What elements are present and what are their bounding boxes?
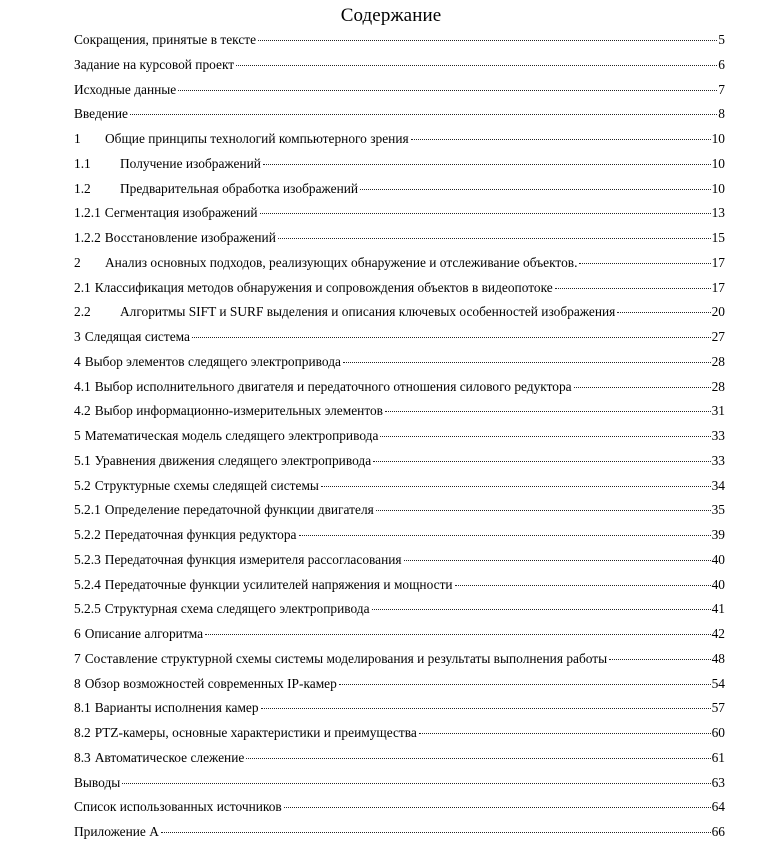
- toc-entry-number: 3: [74, 329, 81, 344]
- toc-entry-number: 1.2.1: [74, 205, 101, 221]
- dot-leader: [372, 599, 711, 613]
- toc-entry-page-number: 10: [711, 180, 725, 196]
- toc-entry-title: Определение передаточной функции двигателя: [104, 502, 374, 518]
- toc-entry-number: 1.2: [74, 180, 91, 196]
- dot-leader: [579, 253, 710, 267]
- toc-entry-page-number: 28: [711, 353, 725, 369]
- toc-entry[interactable]: [74, 773, 725, 798]
- toc-entry-number: 4.1: [74, 378, 91, 394]
- toc-entry-number: 5.2.4: [74, 576, 101, 592]
- toc-entry-number: 5.2.3: [74, 551, 101, 567]
- toc-entry-number: 7: [74, 650, 81, 666]
- toc-entry-page-number: 6: [718, 56, 725, 72]
- dot-leader: [260, 203, 711, 217]
- toc-entry[interactable]: [74, 500, 725, 525]
- toc-entry-page-number: 28: [711, 378, 725, 394]
- dot-leader: [574, 377, 711, 391]
- toc-entry-page-number: 10: [711, 155, 725, 171]
- toc-entry-page-number: 57: [711, 700, 725, 716]
- dot-leader: [455, 575, 711, 589]
- toc-entry[interactable]: [74, 129, 725, 154]
- toc-entry[interactable]: [74, 599, 725, 624]
- toc-entry-title: Список использованных источников: [74, 799, 282, 815]
- toc-entry[interactable]: [74, 104, 725, 129]
- toc-entry[interactable]: [74, 649, 725, 674]
- toc-entry-number: 2.1: [74, 279, 91, 295]
- toc-entry-title: Введение: [74, 106, 128, 122]
- toc-entry-number: 5.2.2: [74, 527, 101, 542]
- toc-entry-title: Получение изображений: [120, 155, 261, 171]
- toc-entry-page-number: 33: [711, 452, 725, 468]
- toc-entry-page-number: 42: [711, 626, 725, 641]
- toc-entry-title: Передаточная функция измерителя рассогласования: [104, 551, 402, 567]
- toc-entry-number: 5.2: [74, 477, 91, 493]
- toc-entry-number: 1.2.2: [74, 230, 101, 245]
- toc-entry-number: 2.2: [74, 304, 91, 320]
- dot-leader: [385, 401, 711, 415]
- toc-entry-title: Восстановление изображений: [104, 230, 276, 245]
- dot-leader: [617, 302, 710, 316]
- dot-leader: [555, 278, 711, 292]
- toc-entry[interactable]: [74, 377, 725, 402]
- toc-entry-number: 2: [74, 254, 81, 270]
- toc-entry[interactable]: [74, 525, 725, 550]
- toc-entry-page-number: 20: [711, 304, 725, 320]
- dot-leader: [419, 723, 711, 737]
- toc-entry-page-number: 60: [711, 725, 725, 740]
- dot-leader: [343, 352, 711, 366]
- toc-entry-title: Приложение А: [74, 824, 159, 839]
- toc-entry-title: Предварительная обработка изображений: [120, 180, 359, 196]
- toc-entry-page-number: 5: [718, 32, 725, 47]
- dot-leader: [373, 451, 710, 465]
- dot-leader: [299, 525, 711, 539]
- toc-entry[interactable]: [74, 674, 725, 699]
- toc-entry-title: Структурные схемы следящей системы: [94, 477, 319, 493]
- toc-entry[interactable]: [74, 253, 725, 278]
- toc-entry-page-number: 63: [711, 774, 725, 790]
- toc-entry-number: 5: [74, 428, 81, 443]
- toc-entry-title: Общие принципы технологий компьютерного зрения: [105, 131, 409, 146]
- dot-leader: [246, 748, 710, 762]
- toc-entry-page-number: 54: [711, 675, 725, 691]
- toc-entry[interactable]: [74, 327, 725, 352]
- toc-entry[interactable]: [74, 55, 725, 80]
- toc-entry-title: Выводы: [74, 774, 121, 790]
- toc-entry-title: Выбор исполнительного двигателя и передаточного отношения силового редуктора: [94, 378, 572, 394]
- toc-entry[interactable]: [74, 278, 725, 303]
- toc-entry-number: 1: [74, 131, 81, 146]
- toc-entry-page-number: 40: [711, 576, 725, 592]
- toc-entry-title: Исходные данные: [74, 81, 177, 97]
- toc-entry[interactable]: [74, 822, 725, 847]
- toc-entry-title: Выбор информационно-измерительных элементов: [94, 403, 384, 419]
- dot-leader: [339, 674, 711, 688]
- dot-leader: [236, 55, 717, 69]
- toc-entry-title: PTZ-камеры, основные характеристики и преимущества: [94, 725, 417, 740]
- toc-entry-number: 4: [74, 353, 81, 369]
- dot-leader: [376, 500, 711, 514]
- toc-entry-number: 5.1: [74, 452, 91, 468]
- toc-entry[interactable]: [74, 203, 725, 228]
- dot-leader: [205, 624, 711, 638]
- dot-leader: [263, 154, 711, 168]
- toc-entry[interactable]: [74, 451, 725, 476]
- toc-entry-number: 8: [74, 675, 81, 691]
- toc-entry[interactable]: [74, 426, 725, 451]
- toc-entry-page-number: 40: [711, 551, 725, 567]
- toc-entry-page-number: 13: [711, 205, 725, 221]
- toc-entry-page-number: 48: [711, 650, 725, 666]
- toc-entry-page-number: 8: [718, 106, 725, 122]
- toc-entry[interactable]: [74, 179, 725, 204]
- toc-entry-title: Сегментация изображений: [104, 205, 258, 221]
- toc-entry[interactable]: [74, 401, 725, 426]
- toc-entry-title: Автоматическое слежение: [94, 749, 245, 765]
- dot-leader: [130, 104, 717, 118]
- toc-entry-title: Составление структурной схемы системы моделирования и результаты выполнения работы: [84, 650, 608, 666]
- toc-entry-number: 8.3: [74, 749, 91, 765]
- toc-entry-title: Анализ основных подходов, реализующих обнаружение и отслеживание объектов.: [105, 254, 578, 270]
- toc-entry-title: Выбор элементов следящего электропривода: [84, 353, 341, 369]
- toc-entry-title: Задание на курсовой проект: [74, 56, 235, 72]
- dot-leader: [321, 476, 711, 490]
- dot-leader: [261, 698, 711, 712]
- dot-leader: [161, 822, 711, 836]
- toc-entry[interactable]: [74, 30, 725, 55]
- toc-entry[interactable]: [74, 723, 725, 748]
- toc-entry[interactable]: [74, 154, 725, 179]
- toc-entry-title: Сокращения, принятые в тексте: [74, 32, 257, 47]
- table-of-contents: [74, 30, 725, 847]
- toc-entry-title: Описание алгоритма: [84, 626, 204, 641]
- dot-leader: [380, 426, 710, 440]
- toc-entry-page-number: 17: [711, 279, 725, 295]
- toc-entry-page-number: 31: [711, 403, 725, 419]
- toc-entry-title: Передаточная функция редуктора: [104, 527, 297, 542]
- toc-entry-page-number: 35: [711, 502, 725, 518]
- dot-leader: [404, 550, 711, 564]
- toc-entry-title: Математическая модель следящего электропривода: [84, 428, 379, 443]
- toc-entry-page-number: 15: [711, 230, 725, 245]
- toc-entry-title: Алгоритмы SIFT и SURF выделения и описания ключевых особенностей изображения: [120, 304, 616, 320]
- toc-entry-page-number: 39: [711, 527, 725, 542]
- dot-leader: [122, 773, 710, 787]
- toc-entry-title: Структурная схема следящего электропривода: [104, 601, 370, 617]
- toc-entry-title: Передаточные функции усилителей напряжения и мощности: [104, 576, 453, 592]
- toc-entry[interactable]: [74, 550, 725, 575]
- toc-entry[interactable]: [74, 476, 725, 501]
- dot-leader: [411, 129, 711, 143]
- toc-entry[interactable]: [74, 624, 725, 649]
- toc-entry[interactable]: [74, 302, 725, 327]
- toc-entry-number: 5.2.5: [74, 601, 101, 617]
- dot-leader: [284, 797, 711, 811]
- toc-entry-number: 8.1: [74, 700, 91, 716]
- toc-entry-number: 1.1: [74, 155, 91, 171]
- toc-entry-page-number: 17: [711, 254, 725, 270]
- toc-entry-number: 4.2: [74, 403, 91, 419]
- toc-entry-page-number: 41: [711, 601, 725, 617]
- toc-title: Содержание: [340, 5, 442, 26]
- toc-entry-title: Варианты исполнения камер: [94, 700, 259, 716]
- toc-entry[interactable]: [74, 80, 725, 105]
- toc-entry-number: 6: [74, 626, 81, 641]
- toc-entry-page-number: 33: [711, 428, 725, 443]
- toc-entry-title: Классификация методов обнаружения и сопровождения объектов в видеопотоке: [94, 279, 553, 295]
- toc-entry[interactable]: [74, 698, 725, 723]
- toc-entry-page-number: 10: [711, 131, 725, 146]
- toc-entry-page-number: 27: [711, 329, 725, 344]
- toc-entry-number: 8.2: [74, 725, 91, 740]
- toc-entry-page-number: 34: [711, 477, 725, 493]
- toc-entry[interactable]: [74, 575, 725, 600]
- toc-entry-page-number: 66: [711, 824, 725, 839]
- toc-entry-title: Следящая система: [84, 329, 190, 344]
- toc-entry[interactable]: [74, 797, 725, 822]
- toc-entry-page-number: 61: [711, 749, 725, 765]
- toc-entry-title: Обзор возможностей современных IP-камер: [84, 675, 337, 691]
- dot-leader: [360, 179, 711, 193]
- toc-entry[interactable]: [74, 228, 725, 253]
- toc-entry-page-number: 7: [718, 81, 725, 97]
- toc-entry-number: 5.2.1: [74, 502, 101, 518]
- dot-leader: [178, 80, 717, 94]
- toc-entry[interactable]: [74, 748, 725, 773]
- dot-leader: [278, 228, 711, 242]
- dot-leader: [609, 649, 710, 663]
- toc-entry[interactable]: [74, 352, 725, 377]
- dot-leader: [258, 30, 717, 44]
- toc-entry-page-number: 64: [711, 799, 725, 815]
- toc-entry-title: Уравнения движения следящего электропривода: [94, 452, 372, 468]
- dot-leader: [192, 327, 711, 341]
